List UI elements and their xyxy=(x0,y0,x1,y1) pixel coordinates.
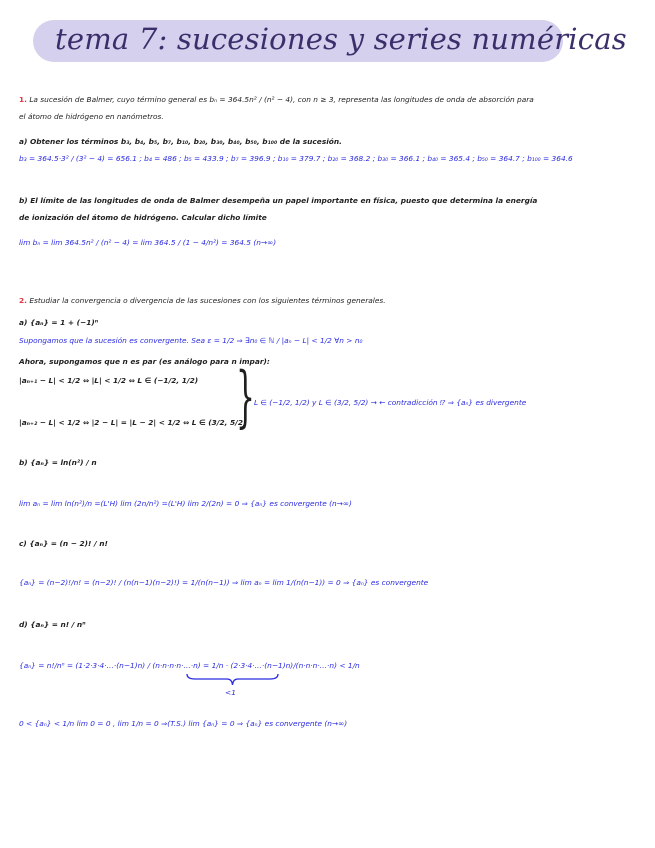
problem-2a-line-2: Ahora, supongamos que n es par (es análogo para n impar): xyxy=(19,357,270,366)
page-title: tema 7: sucesiones y series numéricas xyxy=(55,22,627,56)
problem-1b-line-2: de ionización del átomo de hidrógeno. Calcular dicho límite xyxy=(19,213,267,222)
problem-1-number: 1. xyxy=(19,95,27,104)
problem-2b-label: b) {aₙ} = ln(n²) / n xyxy=(19,458,97,467)
problem-2a-conclusion: L ∈ (−1/2, 1/2) y L ∈ (3/2, 5/2) → ← contradicción ⁉ ⇒ {aₙ} es divergente xyxy=(254,398,527,407)
problem-2d-answer-1: {aₙ} = n!/nⁿ = (1·2·3·4·…·(n−1)n) / (n·n·n·n·…·n) = 1/n · (2·3·4·…·(n−1)n)/(n·n·n·…·n) < 1/n xyxy=(19,661,360,670)
right-brace-icon: } xyxy=(236,358,255,435)
problem-1a-label: a) Obtener los términos b₃, b₄, b₅, b₇, b₁₀, b₂₀, b₃₀, b₄₀, b₅₀, b₁₀₀ de la sucesión. xyxy=(19,137,342,146)
problem-2-statement-line xyxy=(19,296,386,306)
problem-2a-label: a) {aₙ} = 1 + (−1)ⁿ xyxy=(19,318,99,327)
problem-2a-line-3: |aₙ₊₁ − L| < 1/2 ⇔ |L| < 1/2 ⇔ L ∈ (−1/2, 1/2) xyxy=(19,376,199,385)
problem-2a-line-1: Supongamos que la sucesión es convergente. Sea ε = 1/2 ⇒ ∃n₀ ∈ ℕ / |aₙ − L| < 1/2 ∀n > n₀ xyxy=(19,336,363,345)
problem-2d-label: d) {aₙ} = n! / nⁿ xyxy=(19,620,86,629)
problem-2-text: Estudiar la convergencia o divergencia de las sucesiones con los siguientes términos generales. xyxy=(29,296,386,305)
problem-2c-label: c) {aₙ} = (n − 2)! / n! xyxy=(19,539,108,548)
problem-2c-answer: {aₙ} = (n−2)!/n! = (n−2)! / (n(n−1)(n−2)!) = 1/(n(n−1)) ⇒ lim aₙ = lim 1/(n(n−1)) = 0 ⇒ {aₙ} es convergente xyxy=(19,578,429,587)
problem-1b-line-1: b) El límite de las longitudes de onda de Balmer desempeña un papel importante en física, puesto que determina la energía xyxy=(19,196,538,205)
problem-2a-line-4: |aₙ₊₂ − L| < 1/2 ⇔ |2 − L| = |L − 2| < 1/2 ⇔ L ∈ (3/2, 5/2) xyxy=(19,418,247,427)
problem-2d-answer-2: 0 < {aₙ} < 1/n lim 0 = 0 , lim 1/n = 0 ⇒(T.S.) lim {aₙ} = 0 ⇒ {aₙ} es convergente (n→∞) xyxy=(19,719,348,728)
problem-1-statement-line-2: el átomo de hidrógeno en nanómetros. xyxy=(19,112,164,121)
problem-1a-answer: b₃ = 364.5·3² / (3² − 4) = 656.1 ; b₄ = 486 ; b₅ = 433.9 ; b₇ = 396.9 ; b₁₀ = 379.7 ; b₂₀ = 368.2 ; b₃₀ = 366.1 ; b₄₀ = 365.4 ; b₅₀ = 364.7 ; b₁₀₀ = 364.6 xyxy=(19,154,573,163)
problem-1-statement-line-1 xyxy=(19,95,534,105)
problem-1b-answer: lim bₙ = lim 364.5n² / (n² − 4) = lim 364.5 / (1 − 4/n²) = 364.5 (n→∞) xyxy=(19,238,277,247)
problem-2-number: 2. xyxy=(19,296,27,305)
problem-2b-answer: lim aₙ = lim ln(n²)/n =(L'H) lim (2n/n²) =(L'H) lim 2/(2n) = 0 ⇒ {aₙ} es convergente (n→∞) xyxy=(19,499,352,508)
problem-1-text: La sucesión de Balmer, cuyo término general es bₙ = 364.5n² / (n² − 4), con n ≥ 3, representa las longitudes de onda de absorción para xyxy=(29,95,534,104)
underbrace-label: <1 xyxy=(225,688,236,697)
underbrace-icon xyxy=(185,673,280,687)
